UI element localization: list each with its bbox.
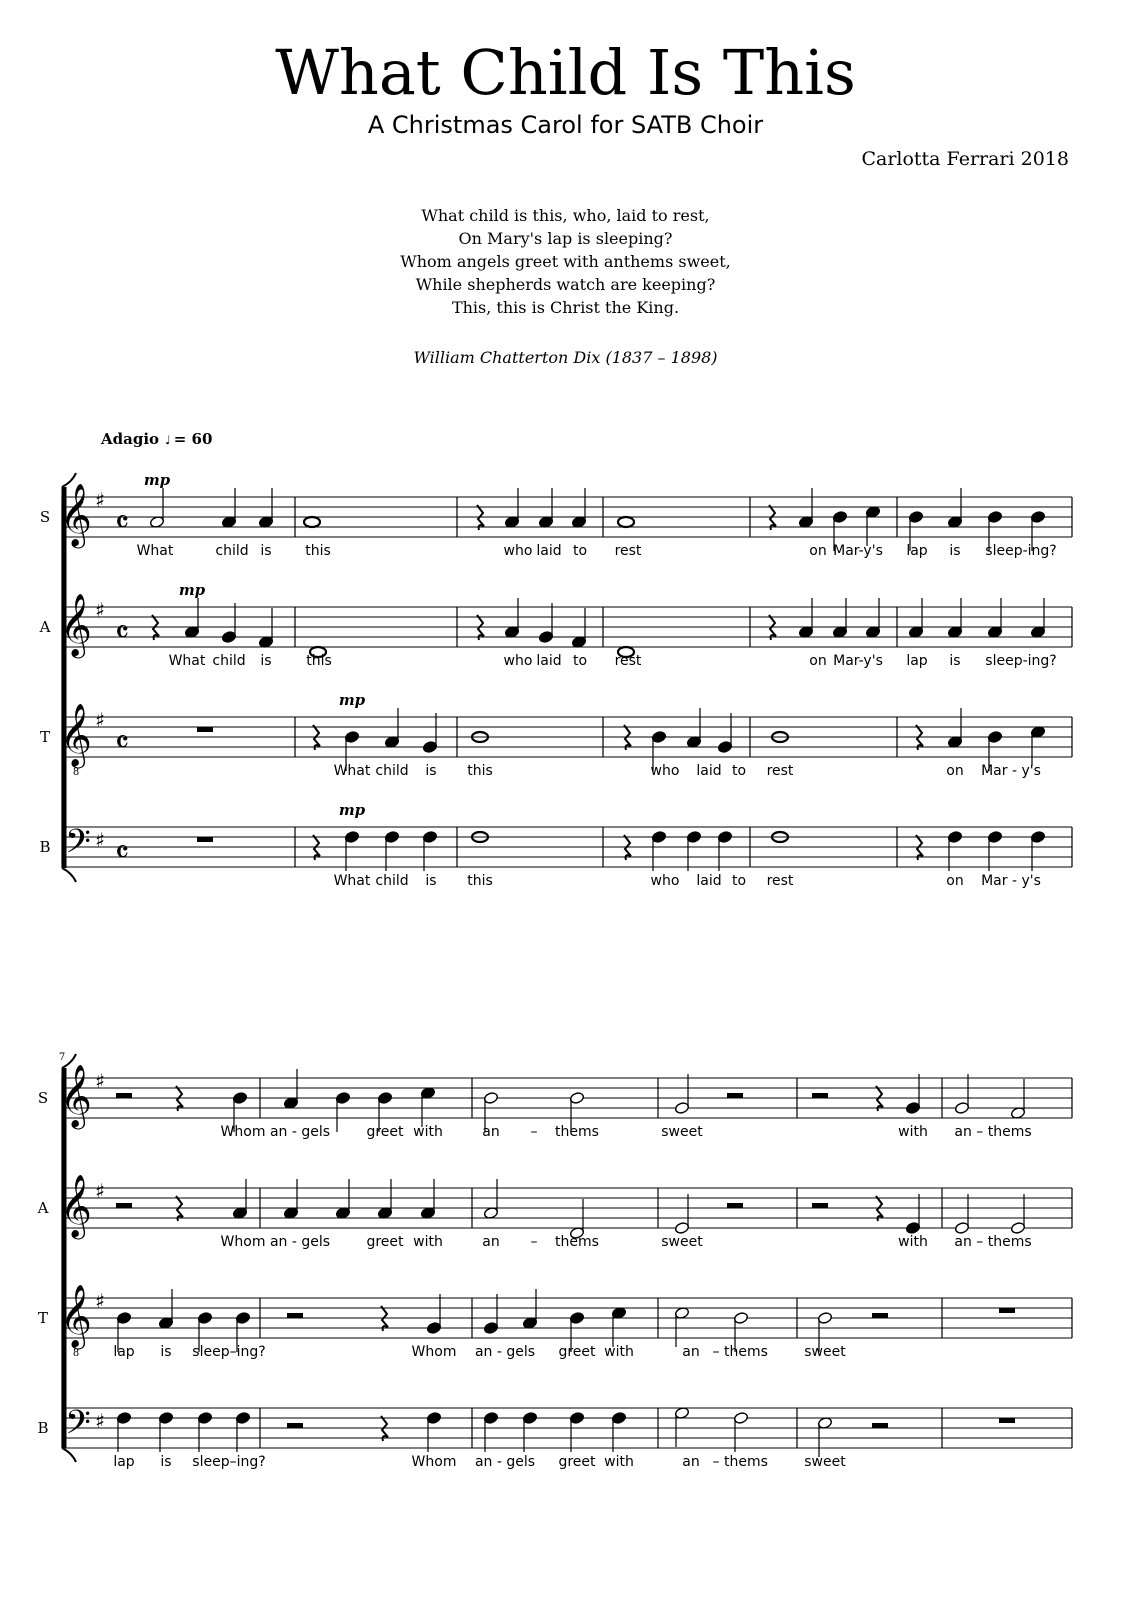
quarter-note-icon: ♩: [165, 433, 171, 447]
lyric-syllable: an: [482, 1124, 500, 1140]
lyric-syllable: child: [212, 653, 246, 669]
lyric-syllable: –: [712, 1454, 720, 1470]
whole-note: [618, 517, 634, 527]
quarter-note: [221, 630, 236, 643]
lyric-syllable: to: [572, 653, 588, 669]
lyric-syllable: to: [572, 543, 588, 559]
half-rest: [872, 1423, 888, 1428]
quarter-note: [908, 510, 923, 523]
lyric-syllable: Whom: [220, 1234, 266, 1250]
lyric-syllable: on: [809, 543, 827, 559]
lyric-syllable: lap: [906, 653, 928, 669]
sharp-icon: ♯: [95, 1289, 105, 1313]
sharp-icon: ♯: [95, 488, 105, 512]
lyric-syllable: sweet: [661, 1124, 703, 1140]
lyric-syllable: Mar-y's: [833, 543, 883, 559]
quarter-note: [717, 740, 732, 753]
lyric-syllable: sleep–ing?: [192, 1344, 266, 1360]
half-rest: [872, 1313, 888, 1318]
staff-label: S: [37, 1089, 49, 1107]
quarter-note: [116, 1311, 131, 1324]
treble-clef-icon: 𝄞: [60, 1174, 92, 1237]
lyric-syllable: greet: [366, 1234, 404, 1250]
lyric-syllable: is: [425, 873, 437, 889]
quarter-note: [905, 1101, 920, 1114]
sharp-icon: ♯: [95, 828, 105, 852]
lyric-syllable: Whom: [411, 1454, 457, 1470]
quarter-note: [538, 630, 553, 643]
lyric-syllable: rest: [766, 873, 794, 889]
lyric-syllable: an - gels: [269, 1234, 331, 1250]
dynamic-mp: mp: [338, 691, 366, 709]
sharp-icon: ♯: [95, 598, 105, 622]
staff-label: A: [37, 1199, 49, 1217]
quarter-note: [1030, 510, 1045, 523]
score-title: What Child Is This: [275, 36, 856, 109]
lyric-syllable: greet: [558, 1454, 596, 1470]
staff-label: B: [39, 838, 51, 856]
lyric-syllable: is: [260, 653, 272, 669]
half-note: [954, 1101, 969, 1114]
lyric-syllable: Whom: [411, 1344, 457, 1360]
quarter-note: [483, 1411, 498, 1424]
lyric-syllable: laid: [536, 543, 562, 559]
half-rest: [812, 1203, 828, 1208]
whole-rest: [999, 1418, 1015, 1423]
lyric-syllable: greet: [366, 1124, 404, 1140]
quarter-note: [651, 830, 666, 843]
lyric-syllable: an - gels: [474, 1344, 536, 1360]
lyric-syllable: to: [731, 873, 747, 889]
lyric-syllable: this: [306, 653, 332, 669]
lyric-syllable: with: [413, 1124, 443, 1140]
half-rest: [812, 1093, 828, 1098]
quarter-note: [335, 1091, 350, 1104]
lyric-syllable: sweet: [661, 1234, 703, 1250]
whole-rest: [999, 1308, 1015, 1313]
staff-label: B: [37, 1419, 49, 1437]
poem-line: On Mary's lap is sleeping?: [458, 229, 673, 248]
lyric-syllable: laid: [696, 763, 722, 779]
lyric-syllable: What: [333, 763, 371, 779]
tempo-text: Adagio: [101, 430, 160, 448]
lyric-syllable: an: [482, 1234, 500, 1250]
lyric-syllable: Mar - y's: [981, 763, 1041, 779]
treble-clef-icon: 𝄞: [60, 1284, 92, 1347]
half-rest: [116, 1093, 132, 1098]
quarter-note: [426, 1321, 441, 1334]
half-note: [569, 1091, 584, 1104]
bracket-hook: [62, 1448, 76, 1462]
quarter-note: [483, 1321, 498, 1334]
tempo-value: = 60: [173, 430, 213, 448]
quarter-note: [905, 1221, 920, 1234]
lyric-syllable: who: [650, 763, 680, 779]
half-note: [674, 1221, 689, 1234]
lyric-syllable: sleep-ing?: [985, 653, 1057, 669]
lyric-syllable: who: [503, 543, 533, 559]
half-note: [817, 1311, 832, 1324]
lyric-syllable: with: [413, 1234, 443, 1250]
half-note: [483, 1091, 498, 1104]
lyric-syllable: What: [136, 543, 174, 559]
bracket-hook: [62, 868, 76, 882]
lyric-syllable: who: [650, 873, 680, 889]
lyric-syllable: on: [946, 763, 964, 779]
treble-clef-icon: 𝄞: [60, 593, 92, 656]
lyric-syllable: rest: [614, 653, 642, 669]
quarter-note: [947, 830, 962, 843]
lyric-syllable: thems: [555, 1234, 599, 1250]
poem-line: While shepherds watch are keeping?: [415, 275, 716, 294]
sharp-icon: ♯: [95, 1409, 105, 1433]
quarter-note: [377, 1091, 392, 1104]
quarter-note: [611, 1411, 626, 1424]
dynamic-mp: mp: [338, 801, 366, 819]
quarter-note: [344, 730, 359, 743]
lyric-syllable: laid: [536, 653, 562, 669]
quarter-note: [987, 510, 1002, 523]
lyric-syllable: –: [712, 1344, 720, 1360]
lyric-syllable: –: [530, 1234, 538, 1250]
lyric-syllable: is: [949, 543, 961, 559]
quarter-note: [235, 1311, 250, 1324]
lyric-syllable: an – thems: [954, 1124, 1032, 1140]
staff-label: S: [39, 508, 51, 526]
lyric-syllable: to: [731, 763, 747, 779]
treble-clef-icon: 𝄞: [60, 703, 92, 766]
quarter-note: [384, 830, 399, 843]
half-note: [733, 1411, 748, 1424]
lyric-syllable: Whom: [220, 1124, 266, 1140]
lyric-syllable: sleep-ing?: [985, 543, 1057, 559]
quarter-note: [422, 740, 437, 753]
lyric-syllable: is: [949, 653, 961, 669]
lyric-syllable: child: [375, 763, 409, 779]
lyric-syllable: lap: [906, 543, 928, 559]
lyric-syllable: with: [604, 1344, 634, 1360]
sharp-icon: ♯: [95, 1179, 105, 1203]
half-rest: [287, 1313, 303, 1318]
quarter-note: [569, 1411, 584, 1424]
whole-rest: [197, 727, 213, 732]
lyric-syllable: this: [467, 763, 493, 779]
bass-clef-icon: 𝄢: [65, 1404, 91, 1450]
lyric-syllable: laid: [696, 873, 722, 889]
lyric-syllable: Mar - y's: [981, 873, 1041, 889]
half-rest: [116, 1203, 132, 1208]
sharp-icon: ♯: [95, 708, 105, 732]
lyric-syllable: What: [168, 653, 206, 669]
common-time-icon: 𝄴: [114, 613, 130, 651]
lyric-syllable: lap: [113, 1454, 135, 1470]
composer-credit: Carlotta Ferrari 2018: [861, 148, 1069, 170]
lyric-syllable: with: [898, 1124, 928, 1140]
half-note: [733, 1311, 748, 1324]
poem-line: This, this is Christ the King.: [451, 298, 680, 317]
lyric-syllable: with: [898, 1234, 928, 1250]
quarter-note: [116, 1411, 131, 1424]
half-rest: [727, 1093, 743, 1098]
lyric-syllable: rest: [614, 543, 642, 559]
quarter-note: [422, 830, 437, 843]
lyric-syllable: thems: [724, 1454, 768, 1470]
lyric-syllable: sleep–ing?: [192, 1454, 266, 1470]
measure-number: 7: [58, 1052, 66, 1063]
quarter-note: [717, 830, 732, 843]
lyric-syllable: is: [260, 543, 272, 559]
quarter-note: [426, 1411, 441, 1424]
quarter-note: [232, 1091, 247, 1104]
lyric-syllable: an - gels: [269, 1124, 331, 1140]
lyric-syllable: is: [160, 1344, 172, 1360]
lyric-syllable: on: [809, 653, 827, 669]
octave-mark: 8: [72, 1348, 80, 1359]
lyric-syllable: who: [503, 653, 533, 669]
half-note: [1010, 1221, 1025, 1234]
quarter-note: [344, 830, 359, 843]
staff-label: T: [37, 1309, 49, 1327]
half-rest: [727, 1203, 743, 1208]
quarter-note: [197, 1411, 212, 1424]
poem-line: Whom angels greet with anthems sweet,: [400, 252, 731, 271]
lyric-syllable: child: [375, 873, 409, 889]
dynamic-mp: mp: [143, 471, 171, 489]
quarter-note: [832, 510, 847, 523]
lyric-syllable: sweet: [804, 1454, 846, 1470]
lyric-syllable: What: [333, 873, 371, 889]
lyric-syllable: is: [425, 763, 437, 779]
lyric-syllable: child: [215, 543, 249, 559]
lyric-syllable: an: [682, 1454, 700, 1470]
bass-clef-icon: 𝄢: [65, 823, 91, 869]
lyric-syllable: on: [946, 873, 964, 889]
quarter-note: [1030, 830, 1045, 843]
quarter-note: [987, 830, 1002, 843]
sharp-icon: ♯: [95, 1069, 105, 1093]
lyric-syllable: thems: [555, 1124, 599, 1140]
treble-clef-icon: 𝄞: [60, 483, 92, 546]
lyric-syllable: Mar-y's: [833, 653, 883, 669]
common-time-icon: 𝄴: [114, 723, 130, 761]
quarter-note: [987, 730, 1002, 743]
lyric-syllable: is: [160, 1454, 172, 1470]
poem-line: What child is this, who, laid to rest,: [421, 206, 710, 225]
quarter-note: [158, 1411, 173, 1424]
lyric-syllable: greet: [558, 1344, 596, 1360]
lyric-syllable: an - gels: [474, 1454, 536, 1470]
whole-rest: [197, 837, 213, 842]
half-note: [674, 1101, 689, 1114]
score-subtitle: A Christmas Carol for SATB Choir: [367, 111, 764, 139]
poem-author: William Chatterton Dix (1837 – 1898): [413, 348, 718, 367]
common-time-icon: 𝄴: [114, 833, 130, 871]
staff-label: T: [39, 728, 51, 746]
octave-mark: 8: [72, 767, 80, 778]
whole-note: [304, 517, 320, 527]
quarter-note: [235, 1411, 250, 1424]
quarter-note: [651, 730, 666, 743]
common-time-icon: 𝄴: [114, 503, 130, 541]
treble-clef-icon: 𝄞: [60, 1064, 92, 1127]
half-rest: [287, 1423, 303, 1428]
lyric-syllable: sweet: [804, 1344, 846, 1360]
lyric-syllable: lap: [113, 1344, 135, 1360]
quarter-note: [522, 1411, 537, 1424]
quarter-note: [197, 1311, 212, 1324]
lyric-syllable: an: [682, 1344, 700, 1360]
lyric-syllable: this: [305, 543, 331, 559]
quarter-note: [569, 1311, 584, 1324]
lyric-syllable: –: [530, 1124, 538, 1140]
half-note: [954, 1221, 969, 1234]
lyric-syllable: this: [467, 873, 493, 889]
quarter-note: [686, 830, 701, 843]
lyric-syllable: an – thems: [954, 1234, 1032, 1250]
lyric-syllable: thems: [724, 1344, 768, 1360]
lyric-syllable: with: [604, 1454, 634, 1470]
staff-label: A: [39, 618, 51, 636]
lyric-syllable: rest: [766, 763, 794, 779]
dynamic-mp: mp: [178, 581, 206, 599]
